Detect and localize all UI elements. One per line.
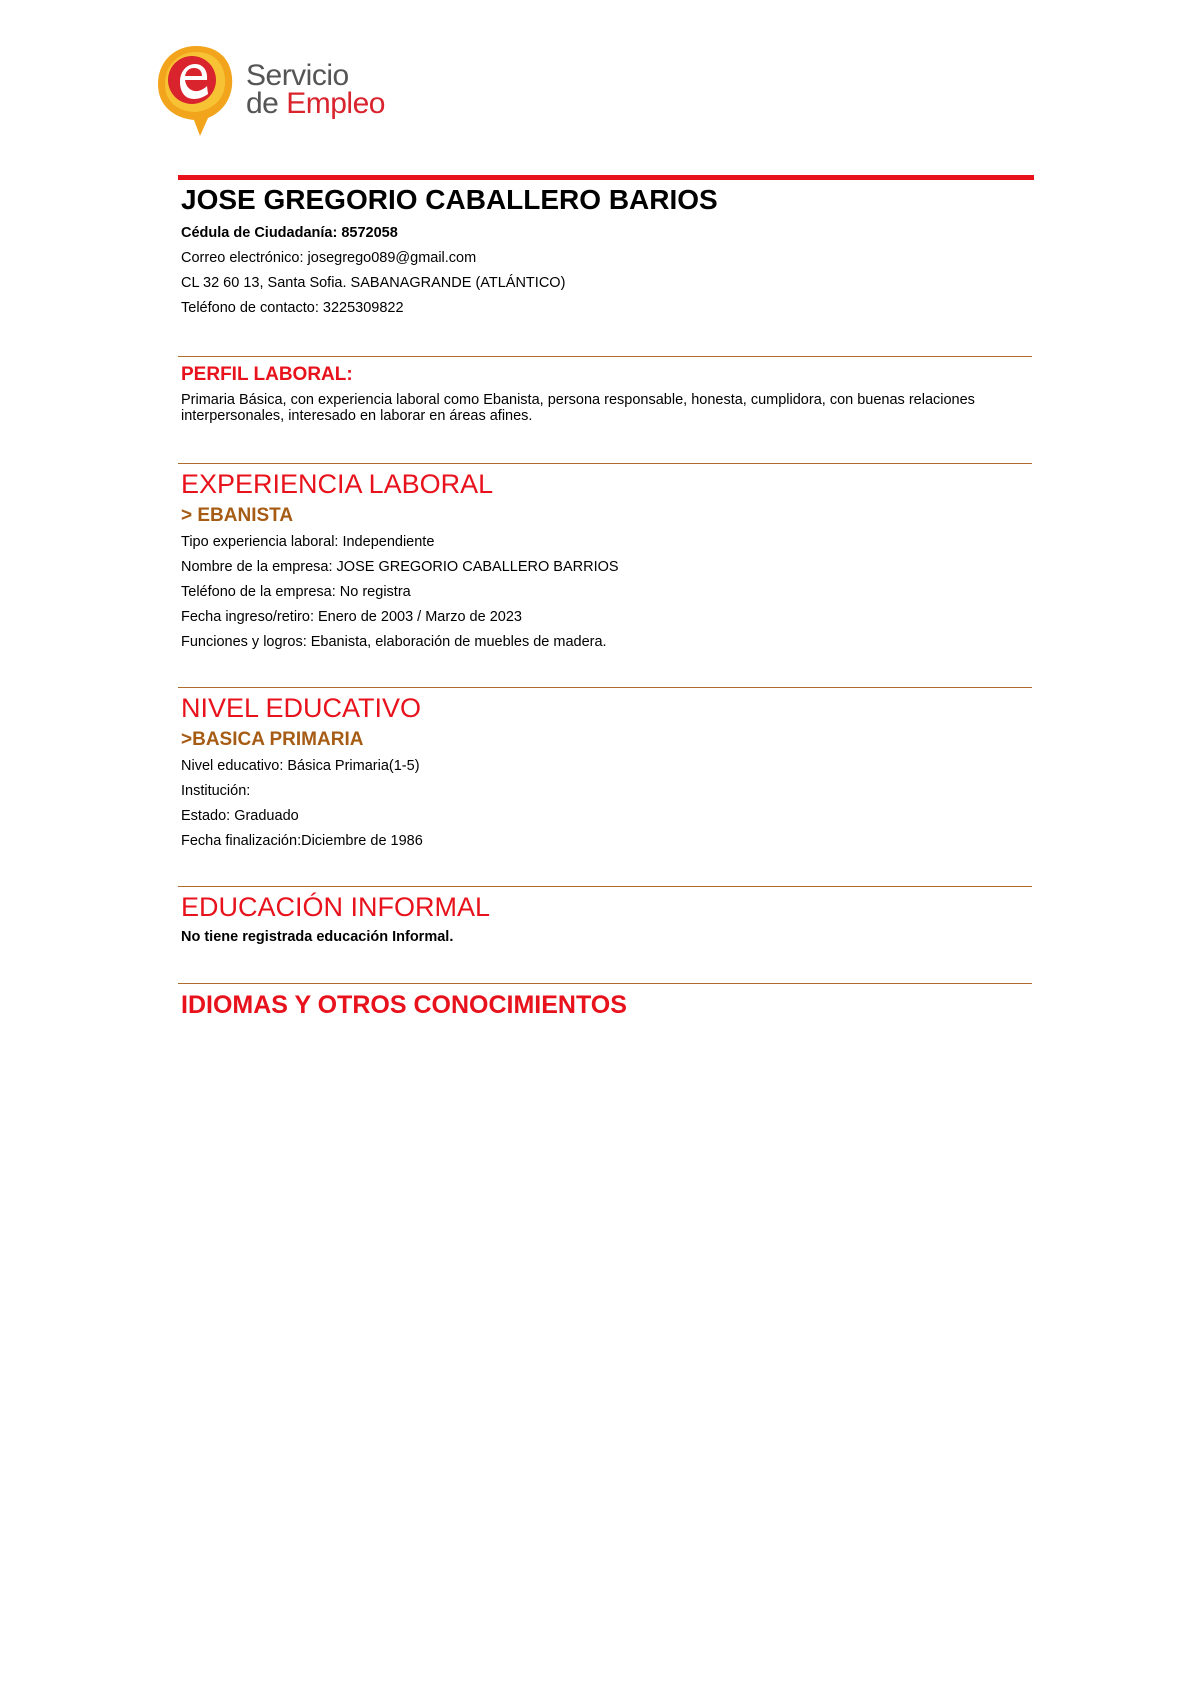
divider-informal [178,886,1032,887]
education-line: Institución: [181,783,251,799]
servicio-de-empleo-logo [152,42,412,142]
phone-line: Teléfono de contacto: 3225309822 [181,300,404,316]
logo-e-icon [152,42,242,142]
informal-text: No tiene registrada educación Informal. [181,929,454,945]
job-title: > EBANISTA [181,505,294,526]
logo-line-servicio: Servicio [246,59,349,92]
address-line: CL 32 60 13, Santa Sofia. SABANAGRANDE (ATLÁNTICO) [181,275,566,291]
profile-section [181,364,1031,424]
profile-text: Primaria Básica, con experiencia laboral como Ebanista, persona responsable, honesta, cumplidora, con buenas relaciones interpersonales, interesado en laborar en áreas afines. [181,392,975,424]
personal-info [181,184,1031,324]
education-line: Estado: Graduado [181,808,299,824]
header-red-rule [178,175,1034,180]
candidate-name: JOSE GREGORIO CABALLERO BARIOS [181,184,718,215]
divider-education [178,687,1032,688]
divider-profile [178,356,1032,357]
id-number: Cédula de Ciudadanía: 8572058 [181,225,398,241]
experience-title: EXPERIENCIA LABORAL [181,469,494,499]
education-level-title: >BASICA PRIMARIA [181,729,364,750]
experience-line: Fecha ingreso/retiro: Enero de 2003 / Marzo de 2023 [181,609,522,625]
profile-title: PERFIL LABORAL: [181,364,353,385]
experience-line: Teléfono de la empresa: No registra [181,584,411,600]
education-line: Fecha finalización:Diciembre de 1986 [181,833,423,849]
education-section [181,693,1031,857]
experience-line: Tipo experiencia laboral: Independiente [181,534,435,550]
divider-experience [178,463,1032,464]
informal-education-section [181,892,1031,953]
experience-section [181,469,1031,658]
logo-line-de-empleo [246,87,385,120]
experience-line: Funciones y logros: Ebanista, elaboración de muebles de madera. [181,634,607,650]
education-title: NIVEL EDUCATIVO [181,693,422,723]
languages-section [181,990,1031,1026]
email-line: Correo electrónico: josegrego089@gmail.com [181,250,477,266]
education-line: Nivel educativo: Básica Primaria(1-5) [181,758,420,774]
logo-word-empleo: Empleo [286,87,385,120]
divider-languages [178,983,1032,984]
languages-title: IDIOMAS Y OTROS CONOCIMIENTOS [181,991,627,1019]
logo-word-de: de [246,87,287,120]
informal-title: EDUCACIÓN INFORMAL [181,892,491,922]
experience-line: Nombre de la empresa: JOSE GREGORIO CABALLERO BARRIOS [181,559,619,575]
